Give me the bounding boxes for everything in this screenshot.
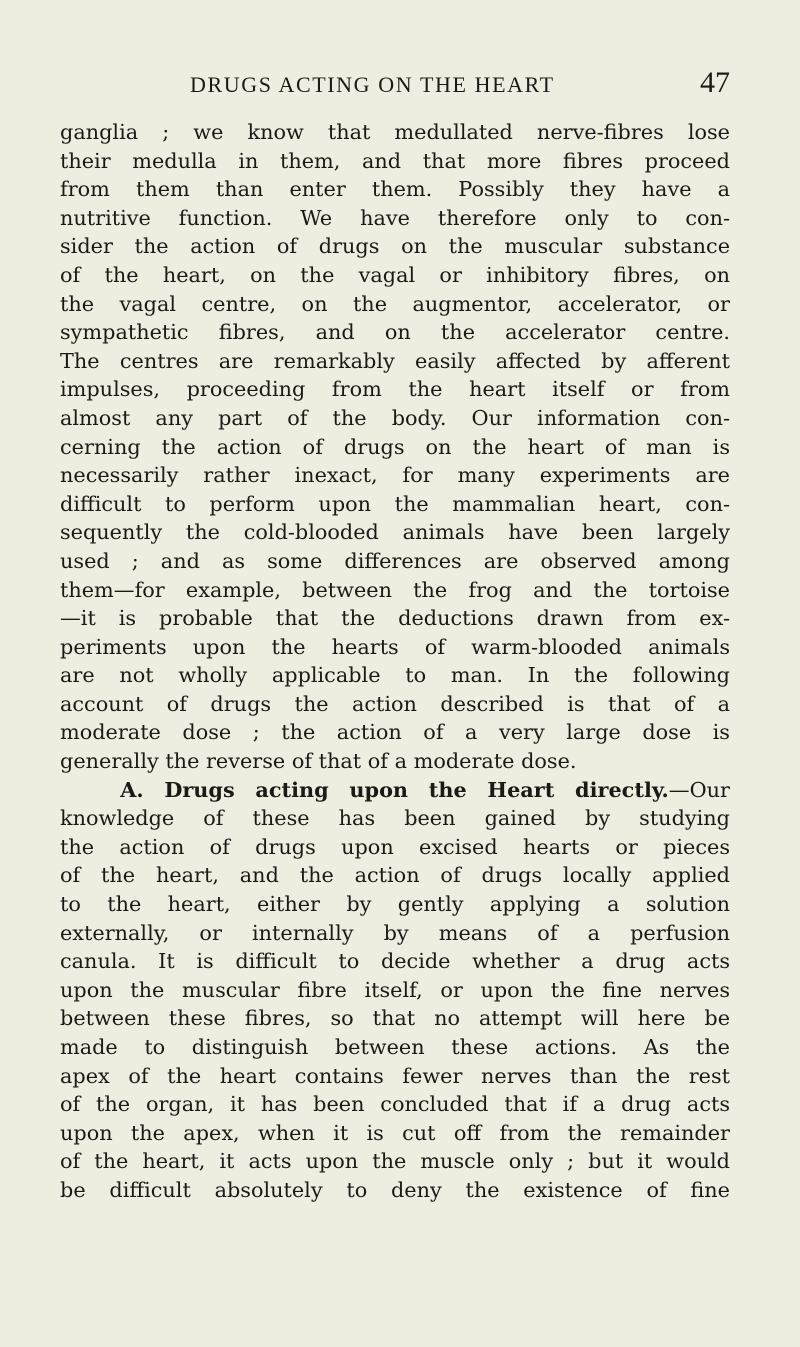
text-line: be difficult absolutely to deny the existence of fine (60, 1177, 730, 1202)
text-line: the action of drugs upon excised hearts or pieces (60, 834, 730, 859)
body-text (60, 118, 730, 1205)
text-line: moderate dose ; the action of a very large dose is (60, 720, 730, 745)
text-line: cerning the action of drugs on the heart of man is (60, 434, 730, 459)
text-line: sympathetic fibres, and on the accelerator centre. (60, 320, 730, 345)
section-heading: A. Drugs acting upon the Heart directly. (120, 776, 669, 802)
text-line: account of drugs the action described is that of a (60, 691, 730, 716)
text-line: externally, or internally by means of a perfusion (60, 920, 730, 945)
text-line: necessarily rather inexact, for many experiments are (60, 463, 730, 488)
text-line: of the organ, it has been concluded that if a drug acts (60, 1092, 730, 1117)
running-title: DRUGS ACTING ON THE HEART (190, 72, 555, 97)
text-line: from them than enter them. Possibly they have a (60, 177, 730, 202)
text-line: of the heart, and the action of drugs locally applied (60, 863, 730, 888)
text-line: to the heart, either by gently applying a solution (60, 892, 730, 917)
text-line: periments upon the hearts of warm-blooded animals (60, 634, 730, 659)
text-line: sequently the cold-blooded animals have been largely (60, 520, 730, 545)
text-line: between these fibres, so that no attempt will here be (60, 1006, 730, 1031)
text-line: ganglia ; we know that medullated nerve-fibres lose (60, 120, 730, 144)
text-line: made to distinguish between these actions. As the (60, 1035, 730, 1059)
text-line: used ; and as some differences are observed among (60, 548, 730, 573)
text-line: of the heart, on the vagal or inhibitory fibres, on (60, 262, 730, 287)
text-line: sider the action of drugs on the muscular substance (60, 234, 730, 259)
text-line: them—for example, between the frog and the tortoise (60, 577, 730, 602)
text-line: canula. It is difficult to decide whether a drug acts (60, 949, 730, 974)
text-line: almost any part of the body. Our information con- (60, 405, 730, 430)
text-line: The centres are remarkably easily affected by afferent (60, 348, 730, 373)
text-line: the vagal centre, on the augmentor, accelerator, or (60, 291, 730, 316)
text-line: generally the reverse of that of a moderate dose. (60, 749, 577, 774)
text-line: are not wholly applicable to man. In the following (60, 663, 730, 688)
page-number: 47 (700, 66, 730, 99)
text-line: knowledge of these has been gained by studying (60, 806, 730, 831)
text-line: their medulla in them, and that more fibres proceed (60, 148, 730, 173)
section-heading-line (60, 776, 730, 805)
text-line: of the heart, it acts upon the muscle only ; but it would (60, 1149, 730, 1174)
text-line: —it is probable that the deductions drawn from ex- (60, 606, 730, 631)
text-line: upon the muscular fibre itself, or upon the fine nerves (60, 977, 730, 1002)
text-line: difficult to perform upon the mammalian heart, con- (60, 491, 730, 516)
text-line: upon the apex, when it is cut off from the remainder (60, 1120, 730, 1145)
section-heading-continuation: —Our (668, 777, 730, 802)
text-line: apex of the heart contains fewer nerves than the rest (60, 1063, 730, 1088)
text-line: nutritive function. We have therefore only to con- (60, 205, 730, 230)
running-head (60, 66, 730, 106)
text-line: impulses, proceeding from the heart itself or from (60, 377, 730, 402)
